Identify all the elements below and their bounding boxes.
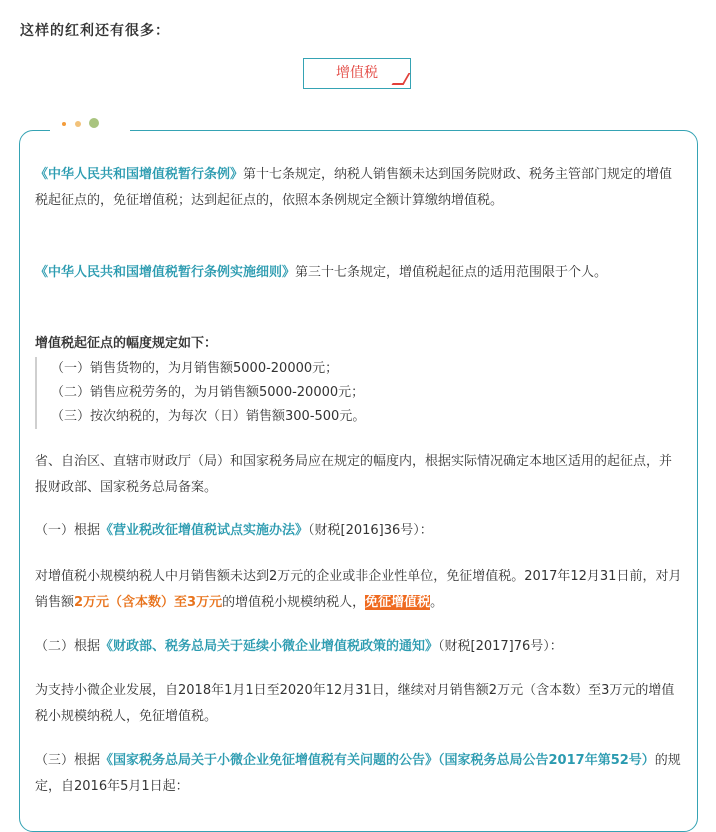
intro-text: 这样的红利还有很多： [20,23,170,39]
section-body-1 [35,564,683,616]
list-item: （三）按次纳税的，为每次（日）销售额300-500元。 [51,409,366,424]
law-title-rules: 《中华人民共和国增值税暂行条例实施细则》 [35,265,296,280]
section-suffix: （财税[2016]36号）： [308,523,433,538]
paragraph-vat-regulation [35,162,683,214]
range-heading: 增值税起征点的幅度规定如下： [35,336,218,351]
law-title-announcement: 《国家税务总局关于小微企业免征增值税有关问题的公告》（国家税务总局公告2017年第52号） [100,753,655,768]
card-notch [50,129,130,133]
vat-section-tag [303,58,411,89]
amount-range: 2万元（含本数）至3万元 [74,595,223,610]
section-heading-3 [35,748,683,800]
section-prefix: （二）根据 [35,639,101,654]
law-title-notice: 《财政部、税务总局关于延续小微企业增值税政策的通知》 [100,639,439,654]
paragraph-provincial: 省、自治区、直辖市财政厅（局）和国家税务局应在规定的幅度内，根据实际情况确定本地区适用的起征点，并报财政部、国家税务总局备案。 [35,454,673,495]
decor-dot-orange-icon [62,122,66,126]
list-item: （二）销售应税劳务的，为月销售额5000-20000元； [51,385,365,400]
exemption-highlight: 免征增值税 [365,595,431,610]
body-text: 的增值税小规模纳税人， [222,595,366,610]
decor-dot-green-icon [89,118,99,128]
range-list [35,357,691,429]
section-suffix: 的规定，自2016年5月1日起： [35,753,681,794]
tag-corner-icon [392,73,411,85]
section-heading-2 [35,634,683,660]
section-suffix: （财税[2017]76号）： [438,639,563,654]
list-item: （一）销售货物的，为月销售额5000-20000元； [51,361,339,376]
paragraph-implementation-rules [35,260,683,286]
law-title-regulation: 《中华人民共和国增值税暂行条例》 [35,167,244,182]
paragraph-text: 第三十七条规定，增值税起征点的适用范围限于个人。 [295,265,608,280]
section-heading-1 [35,518,683,544]
paragraph-text: 第十七条规定，纳税人销售额未达到国务院财政、税务主管部门规定的增值税起征点的，免征增值税；达到起征点的，依照本条例规定全额计算缴纳增值税。 [35,167,673,208]
body-text: 对增值税小规模纳税人中月销售额未达到2万元的企业或非企业性单位，免征增值税。2017年12月31日前，对月销售额 [35,569,682,610]
section-body-2: 为支持小微企业发展，自2018年1月1日至2020年12月31日，继续对月销售额2万元（含本数）至3万元的增值税小规模纳税人，免征增值税。 [35,683,675,724]
law-title-pilot: 《营业税改征增值税试点实施办法》 [100,523,309,538]
body-text: 。 [430,595,444,610]
section-prefix: （三）根据 [35,753,101,768]
section-prefix: （一）根据 [35,523,101,538]
decor-dot-peach-icon [75,121,81,127]
tag-label: 增值税 [336,65,378,81]
